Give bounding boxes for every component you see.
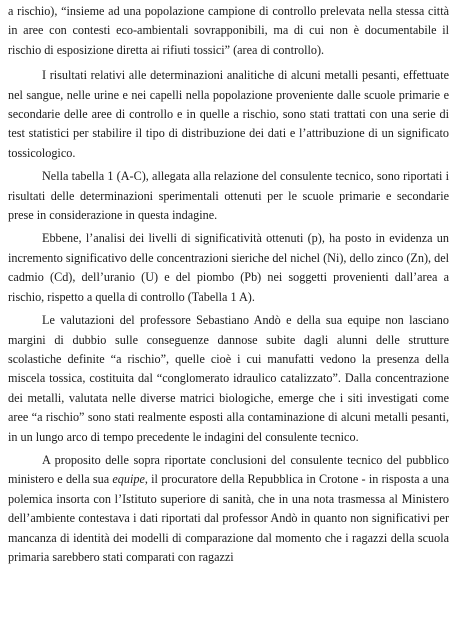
paragraph-analisi-significativita: Ebbene, l’analisi dei livelli di significatività ottenuti (p), ha posto in evidenza un incremento significativo delle concentrazioni sieriche del nichel (Ni), dello zinco (Zn), del cadmio (Cd), dell’uranio (U) e del piombo (Pb) nei soggetti provenienti dall’area a rischio, rispetto a quella di controllo (Tabella 1 A). bbox=[8, 231, 449, 304]
paragraph-risultati-metalli-pesanti: I risultati relativi alle determinazioni analitiche di alcuni metalli pesanti, effettuate nel sangue, nelle urine e nei capelli nella popolazione proveniente dalle scuole primarie e secondarie delle aree di controllo e in quelle a rischio, sono stati trattati con una serie di test statistici per stabilire il tipo di distribuzione dei dati e l’attribuzione di un significato tossicologico. bbox=[8, 68, 449, 160]
paragraph-procuratore-crotone bbox=[8, 451, 449, 567]
paragraph-valutazioni-ando: Le valutazioni del professore Sebastiano Andò e della sua equipe non lasciano margini di dubbio sulle conseguenze dannose subite dagli alunni delle strutture scolastiche definite “a rischio”, quelle cioè i cui manufatti vedono la presenza della miscela tossica, costituita dal “conglomerato idraulico catalizzato”. Dalla concentrazione dei metalli, valutata nelle diverse matrici biologiche, emerge che i siti investigati come aree “a rischio” sono stati realmente esposti alla contaminazione di alcuni metalli pesanti, in un lungo arco di tempo precedente le indagini del consulente tecnico. bbox=[8, 313, 449, 444]
emphasis-equipe: equipe bbox=[112, 472, 145, 487]
paragraph-area-di-controllo: a rischio), “insieme ad una popolazione campione di controllo prelevata nella stessa città in aree con contesti eco-ambientali sovrapponibili, ma di cui non è documentabile il rischio di esposizione diretta ai rifiuti tossici” (area di controllo). bbox=[8, 4, 449, 57]
paragraph-text-before-emphasis: A proposito delle sopra riportate conclusioni del consulente tecnico del pubblico ministero e della sua bbox=[8, 452, 449, 487]
paragraph-tabella-1: Nella tabella 1 (A-C), allegata alla relazione del consulente tecnico, sono riportati i risultati delle determinazioni sperimentali ottenuti per le scuole primarie e secondarie prese in considerazione in questa indagine. bbox=[8, 169, 449, 223]
paragraph-text-after-emphasis: , il procuratore della Repubblica in Crotone - in risposta a una polemica insorta con l’Istituto superiore di sanità, che in una nota trasmessa al Ministero dell’ambiente contestava i dati riportati dal professor Andò in quanto non significativi per mancanza di identità dei modelli di comparazione dal momento che i ragazzi della scuola primaria sarebbero stati comparati con ragazzi bbox=[8, 472, 449, 564]
